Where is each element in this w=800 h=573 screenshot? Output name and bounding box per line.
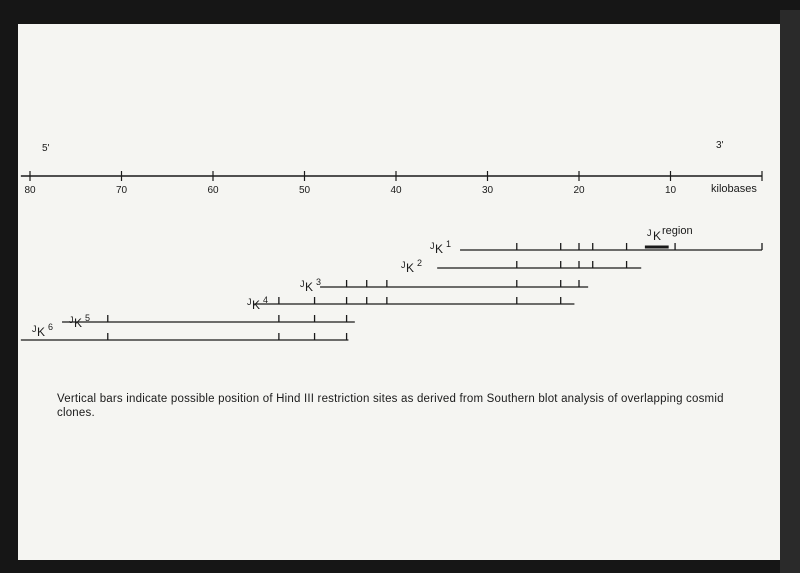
clone-label-number: 4 [263, 295, 269, 305]
clone-label-subscript: K [435, 242, 444, 256]
clone-lines [21, 239, 762, 340]
axis-tick-label: 40 [390, 185, 402, 196]
axis-label: kilobases [711, 183, 757, 195]
clone-label-number: 3 [316, 277, 322, 287]
clone-jk-1 [430, 239, 762, 256]
clone-label-number: 1 [446, 239, 452, 249]
region-label-subscript: K [653, 229, 662, 243]
region-label-prefix: J [647, 228, 652, 238]
region-label-text: region [662, 225, 693, 237]
clone-label-subscript: K [406, 261, 415, 275]
five-prime-label: 5' [42, 143, 50, 154]
clone-label-subscript: K [305, 280, 314, 294]
axis-tick-label: 10 [664, 185, 677, 196]
figure-caption: Vertical bars indicate possible position of Hind III restriction sites as derived from Southern blot analysis of overlapping cosmid clones. [57, 393, 724, 419]
clone-label-number: 5 [85, 313, 91, 323]
three-prime-label: 3' [716, 140, 724, 151]
axis-tick-label: 70 [115, 185, 128, 196]
clone-label-prefix: J [430, 241, 435, 251]
axis-tick-label: 20 [573, 185, 585, 196]
clone-label-prefix: J [32, 324, 37, 334]
kilobase-axis [21, 171, 762, 196]
clone-jk-3 [300, 277, 588, 294]
clone-jk-4 [247, 295, 574, 312]
axis-tick-label: 60 [207, 185, 219, 196]
clone-jk-2 [401, 258, 641, 275]
clone-label-subscript: K [74, 316, 83, 330]
clone-label-number: 2 [417, 258, 423, 268]
axis-tick-label: 30 [481, 185, 494, 196]
clone-label-prefix: J [401, 260, 406, 270]
clone-label-subscript: K [252, 298, 261, 312]
clone-label-prefix: J [300, 279, 305, 289]
clone-label-prefix: J [69, 315, 74, 325]
axis-tick-label: 50 [298, 185, 311, 196]
jk-region-label [645, 225, 693, 247]
clone-label-subscript: K [37, 325, 46, 339]
axis-tick-label: 80 [24, 185, 36, 196]
clone-jk-5 [62, 313, 355, 330]
clone-label-prefix: J [247, 297, 252, 307]
clone-label-number: 6 [48, 322, 54, 332]
